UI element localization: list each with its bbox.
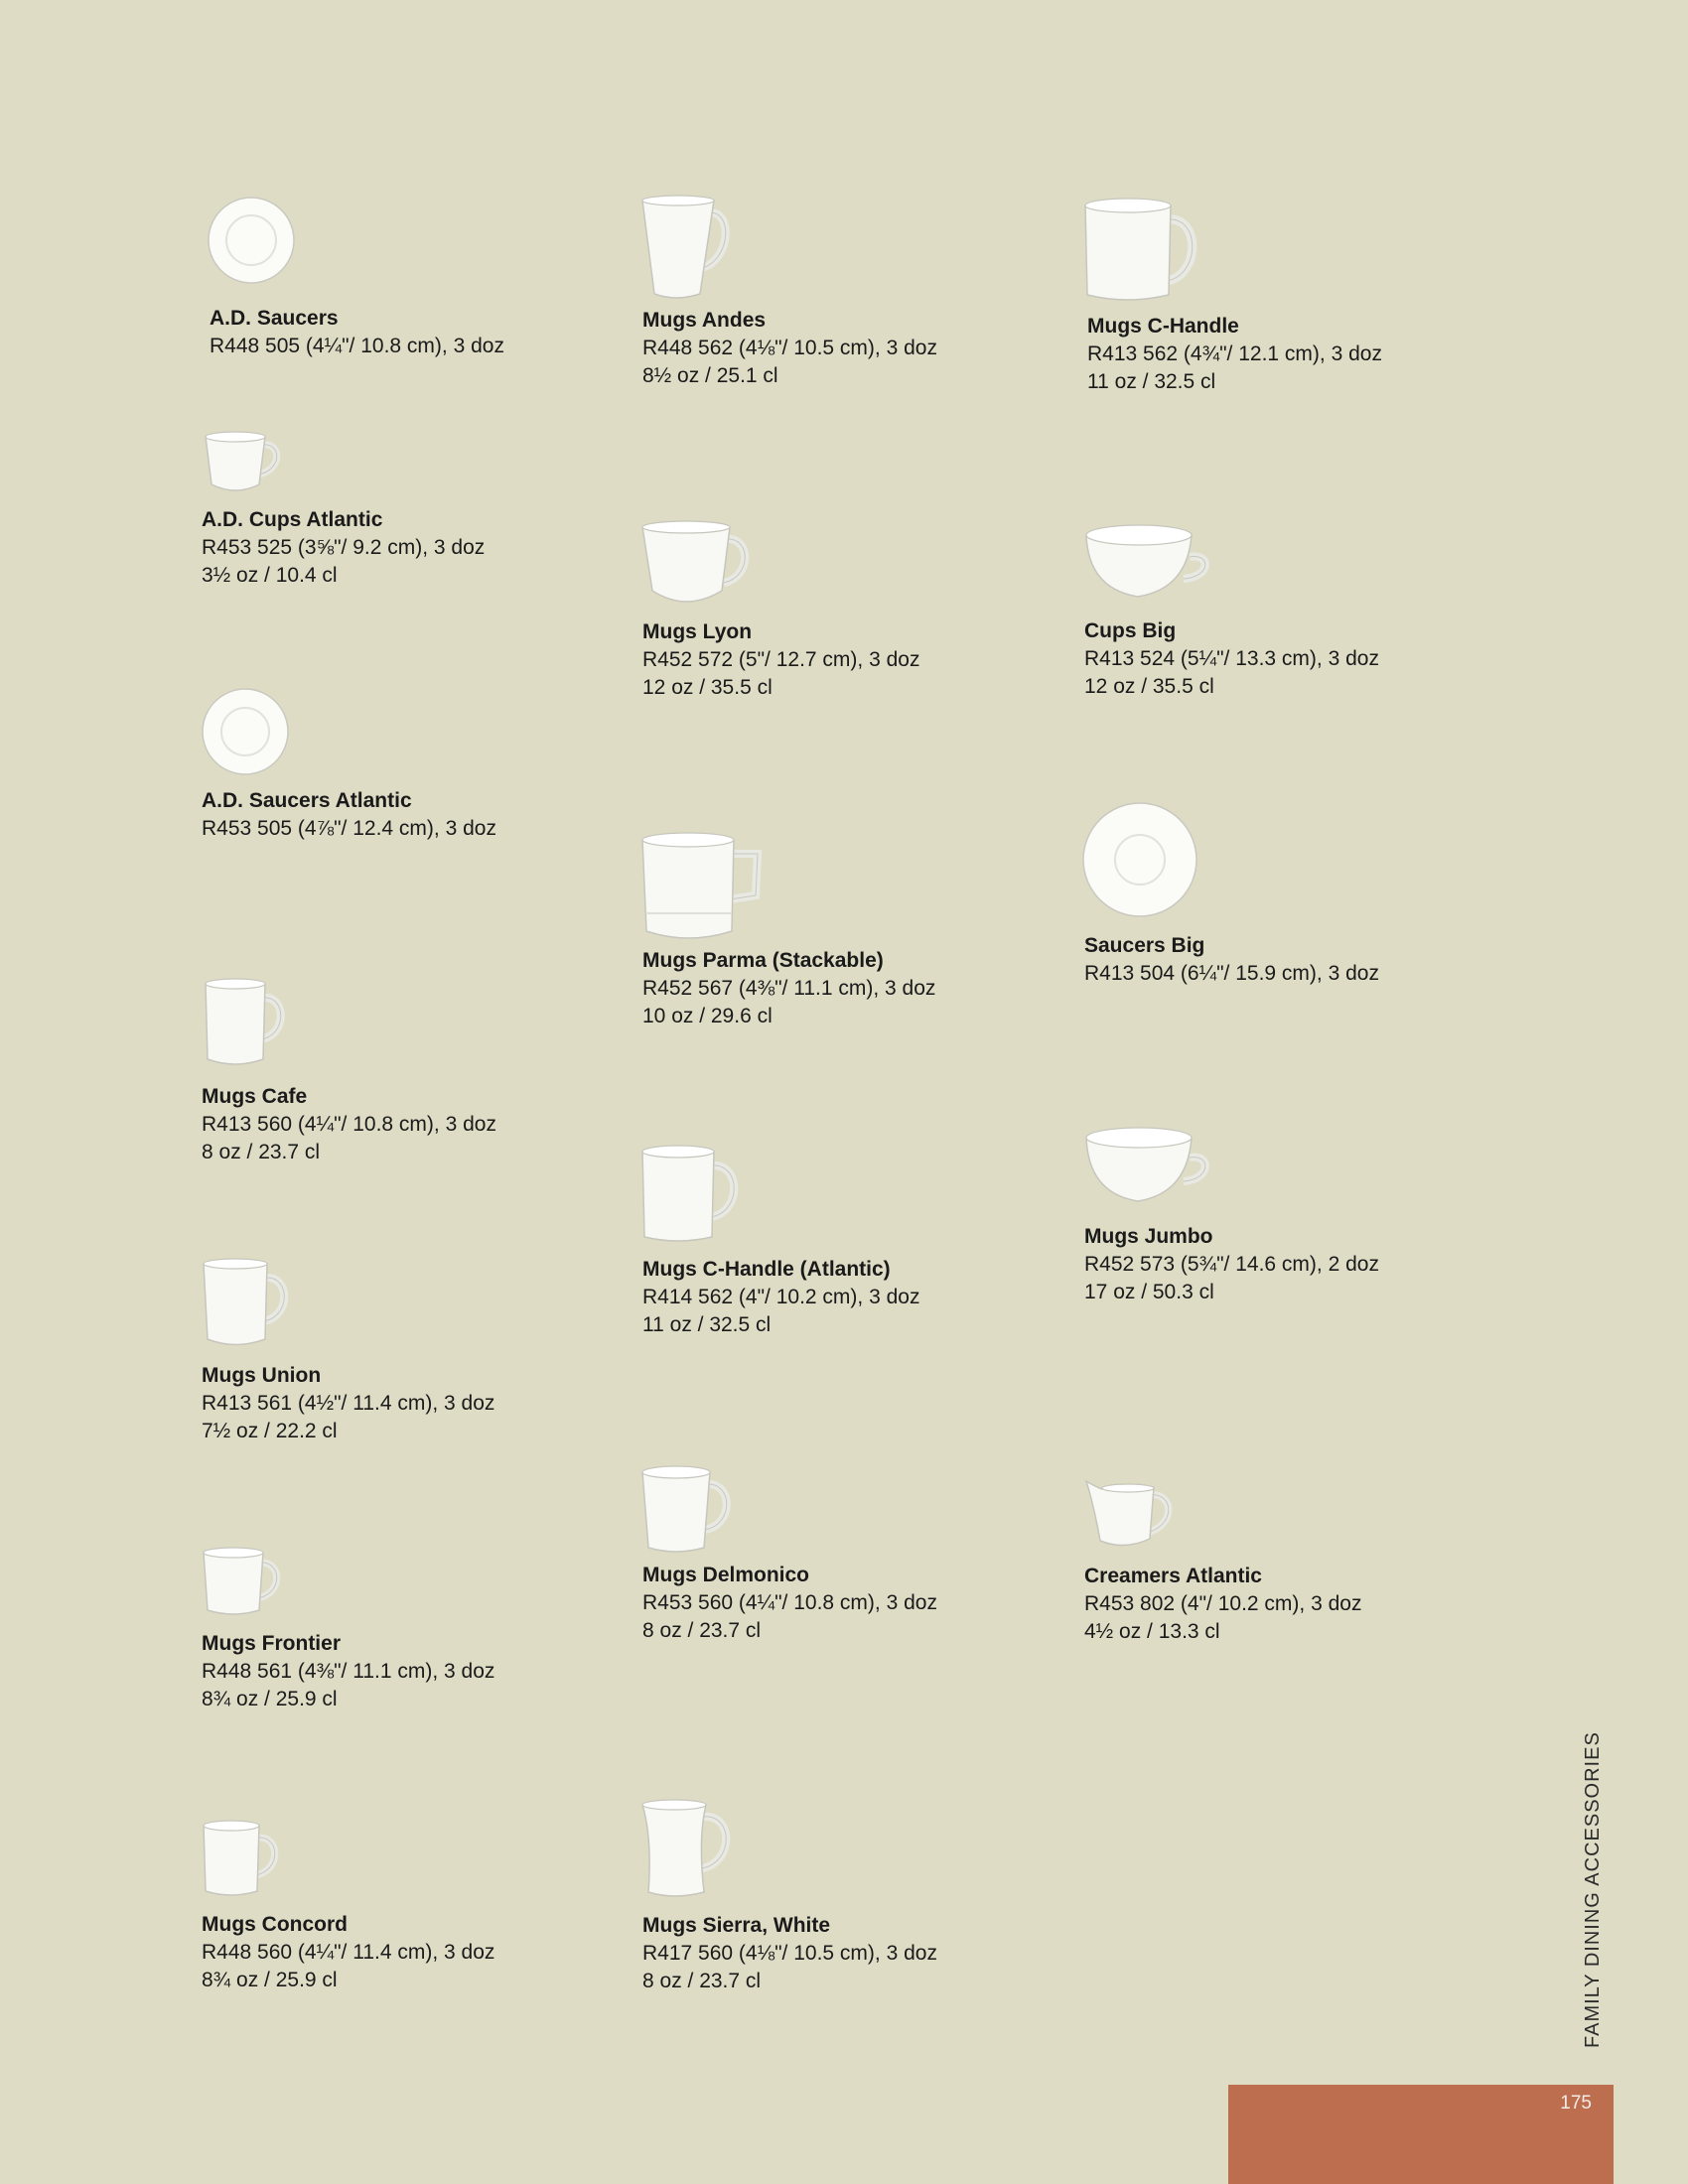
product-detail: 8 oz / 23.7 cl xyxy=(642,1970,762,1992)
page-number: 175 xyxy=(1560,2093,1592,2114)
product-detail: R413 524 (5¼"/ 13.3 cm), 3 doz xyxy=(1084,647,1379,670)
product-name: Mugs C-Handle (Atlantic) xyxy=(642,1258,891,1281)
product-name: Mugs Jumbo xyxy=(1084,1225,1213,1248)
product-name: Mugs Parma (Stackable) xyxy=(642,949,884,972)
product-detail: R452 573 (5¾"/ 14.6 cm), 2 doz xyxy=(1084,1253,1379,1276)
product-detail: R414 562 (4"/ 10.2 cm), 3 doz xyxy=(642,1286,920,1308)
product-name: Mugs Cafe xyxy=(202,1085,308,1108)
product-name: Creamers Atlantic xyxy=(1084,1565,1262,1587)
product-detail: 8 oz / 23.7 cl xyxy=(202,1141,321,1163)
product-detail: R417 560 (4⅛"/ 10.5 cm), 3 doz xyxy=(642,1942,937,1965)
section-label: FAMILY DINING ACCESSORIES xyxy=(1582,1731,1604,2048)
product-detail: 8½ oz / 25.1 cl xyxy=(642,364,778,387)
product-name: Mugs Delmonico xyxy=(642,1564,810,1586)
product-detail: 12 oz / 35.5 cl xyxy=(1084,675,1214,698)
product-detail: R448 505 (4¼"/ 10.8 cm), 3 doz xyxy=(210,335,504,357)
product-detail: 11 oz / 32.5 cl xyxy=(642,1313,772,1336)
product-name: A.D. Saucers Atlantic xyxy=(202,789,412,812)
product-detail: R448 561 (4⅜"/ 11.1 cm), 3 doz xyxy=(202,1660,495,1683)
tapered-mug-icon xyxy=(640,195,735,304)
product-detail: R413 504 (6¼"/ 15.9 cm), 3 doz xyxy=(1084,962,1379,985)
product-detail: 8¾ oz / 25.9 cl xyxy=(202,1969,338,1991)
product-name: Mugs Andes xyxy=(642,309,767,332)
product-name: Mugs Sierra, White xyxy=(642,1914,831,1937)
stackable-mug-icon xyxy=(640,830,765,947)
mug-icon xyxy=(640,1464,740,1559)
product-detail: R413 560 (4¼"/ 10.8 cm), 3 doz xyxy=(202,1113,496,1136)
product-name: Mugs Union xyxy=(202,1364,322,1387)
saucer-icon xyxy=(207,196,296,285)
bowl-cup-icon xyxy=(1084,521,1213,606)
product-name: Mugs C-Handle xyxy=(1087,315,1239,338)
product-detail: R453 802 (4"/ 10.2 cm), 3 doz xyxy=(1084,1592,1362,1615)
product-ad-saucers xyxy=(210,196,627,364)
creamer-icon xyxy=(1084,1477,1184,1557)
mug-icon xyxy=(202,1547,286,1621)
product-detail: R452 572 (5"/ 12.7 cm), 3 doz xyxy=(642,648,920,671)
product-detail: 7½ oz / 22.2 cl xyxy=(202,1420,338,1442)
mug-icon xyxy=(202,976,291,1070)
product-detail: R453 560 (4¼"/ 10.8 cm), 3 doz xyxy=(642,1591,937,1614)
mug-icon xyxy=(202,1820,286,1901)
bowl-cup-icon xyxy=(1084,1124,1213,1208)
product-detail: 8 oz / 23.7 cl xyxy=(642,1619,762,1642)
product-name: Cups Big xyxy=(1084,619,1177,642)
product-detail: R453 505 (4⅞"/ 12.4 cm), 3 doz xyxy=(202,817,496,840)
cup-icon xyxy=(202,429,281,498)
product-detail: R453 525 (3⅝"/ 9.2 cm), 3 doz xyxy=(202,536,486,559)
mug-icon xyxy=(1083,196,1207,307)
product-detail: 3½ oz / 10.4 cl xyxy=(202,564,338,587)
product-name: Saucers Big xyxy=(1084,934,1205,957)
product-detail: 12 oz / 35.5 cl xyxy=(642,676,773,699)
product-detail: 10 oz / 29.6 cl xyxy=(642,1005,773,1027)
product-name: A.D. Cups Atlantic xyxy=(202,508,383,531)
saucer-icon xyxy=(1082,802,1201,921)
product-detail: R413 561 (4½"/ 11.4 cm), 3 doz xyxy=(202,1392,495,1415)
mug-icon xyxy=(640,1799,740,1903)
cup-icon xyxy=(640,519,755,614)
product-detail: 4½ oz / 13.3 cl xyxy=(1084,1620,1220,1643)
product-detail: R448 560 (4¼"/ 11.4 cm), 3 doz xyxy=(202,1941,495,1964)
page-tab xyxy=(1228,2085,1614,2184)
product-name: A.D. Saucers xyxy=(210,307,339,330)
product-detail: R452 567 (4⅜"/ 11.1 cm), 3 doz xyxy=(642,977,936,1000)
product-detail: 11 oz / 32.5 cl xyxy=(1087,370,1216,393)
saucer-icon xyxy=(202,688,291,777)
product-name: Mugs Frontier xyxy=(202,1632,341,1655)
product-detail: R413 562 (4¾"/ 12.1 cm), 3 doz xyxy=(1087,342,1382,365)
product-detail: R448 562 (4⅛"/ 10.5 cm), 3 doz xyxy=(642,337,937,359)
product-detail: 8¾ oz / 25.9 cl xyxy=(202,1688,338,1710)
product-name: Mugs Lyon xyxy=(642,620,753,643)
mug-icon xyxy=(202,1256,296,1350)
product-detail: 17 oz / 50.3 cl xyxy=(1084,1281,1214,1303)
mug-icon xyxy=(640,1144,750,1248)
product-name: Mugs Concord xyxy=(202,1913,348,1936)
